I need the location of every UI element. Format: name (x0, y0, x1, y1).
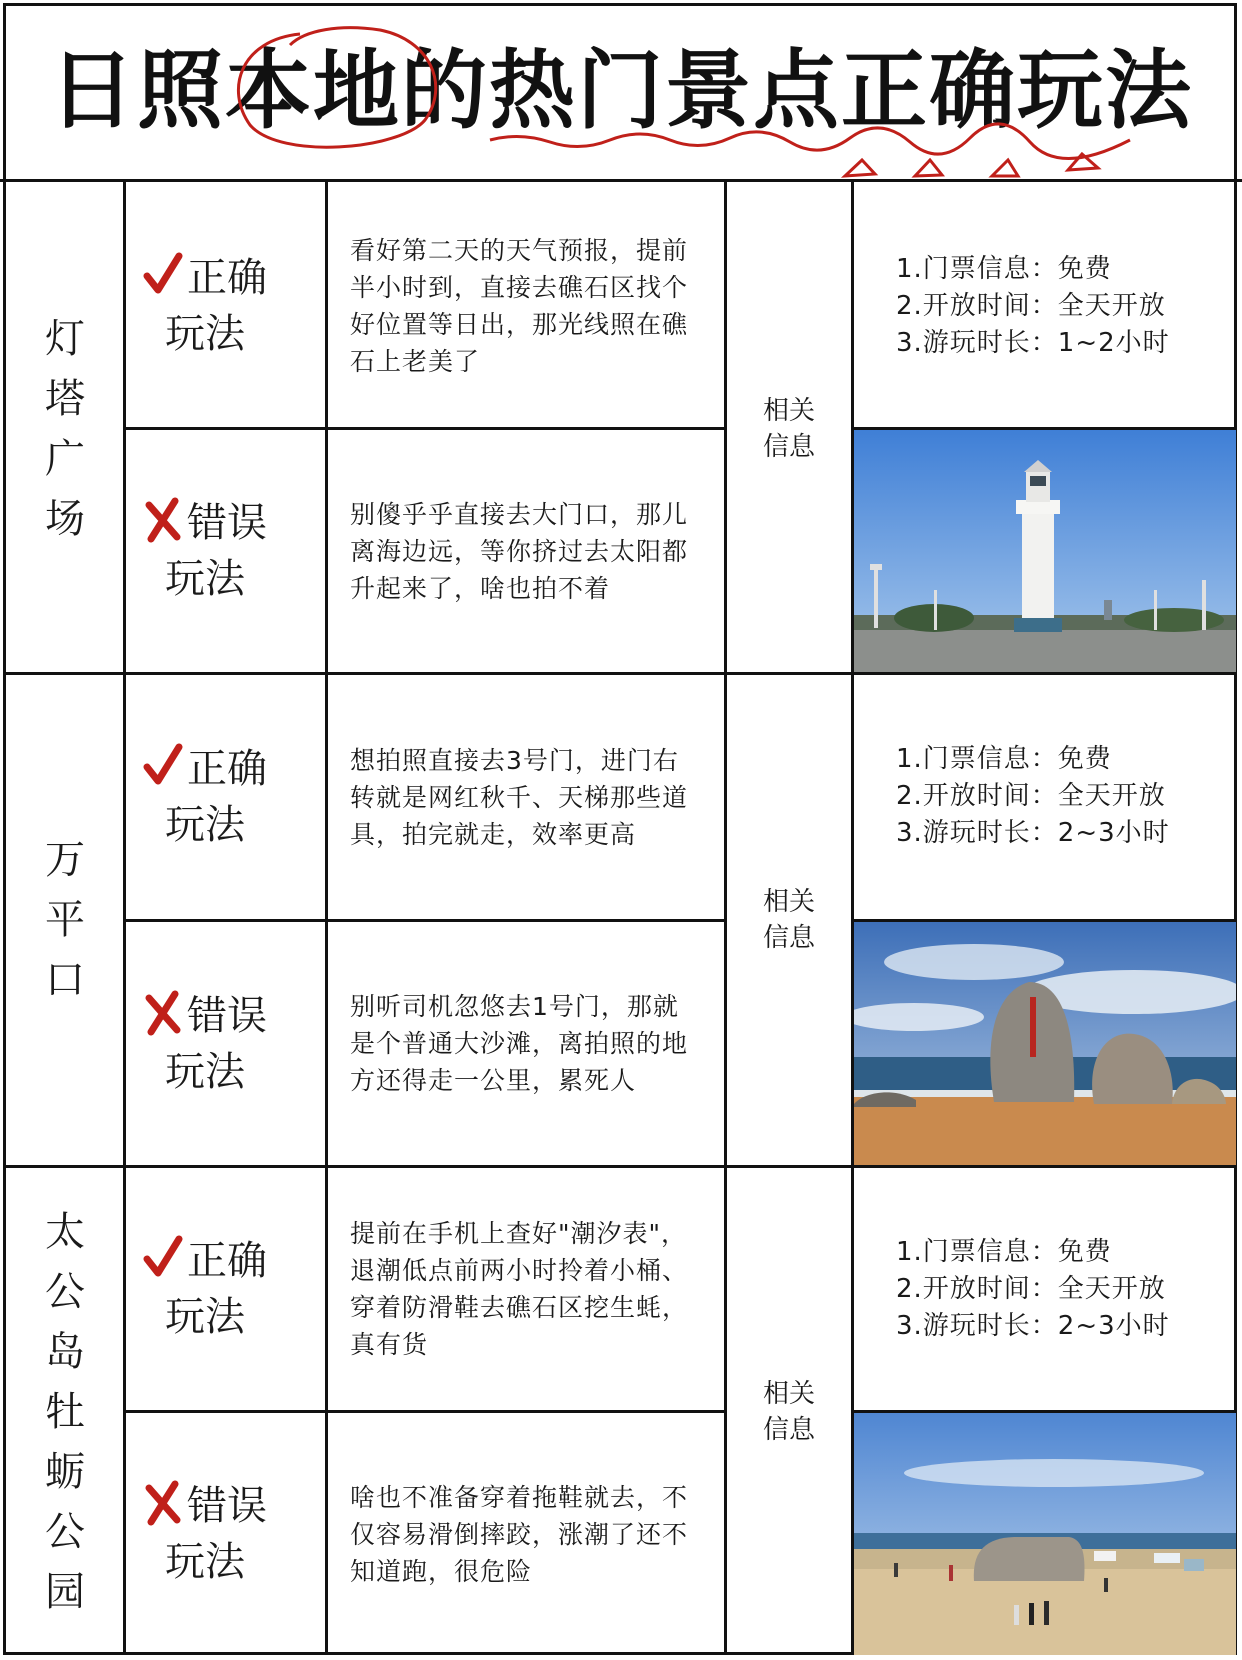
label-line: 正确 (187, 255, 267, 301)
label-line: 错误 (187, 1483, 267, 1529)
info-list-cell (854, 185, 1236, 427)
info-item: 3.游玩时长：2~3小时 (896, 1311, 1170, 1341)
check-icon (143, 743, 183, 789)
info-item: 2.开放时间：全天开放 (896, 781, 1166, 811)
related-info-label (727, 185, 851, 672)
place-name: 太公岛牡蛎公园 (45, 1208, 85, 1615)
cross-icon (143, 497, 183, 543)
wrong-way-label (125, 430, 325, 672)
cross-icon (143, 1480, 183, 1526)
title-area (0, 0, 1242, 182)
label-line: 正确 (187, 1238, 267, 1284)
right-way-description (328, 675, 724, 919)
label-line: 玩法 (165, 1048, 245, 1095)
info-item: 1.门票信息：免费 (896, 1237, 1112, 1267)
label-line: 玩法 (165, 802, 245, 848)
place-name-cell (6, 185, 124, 672)
info-item: 2.开放时间：全天开放 (896, 291, 1166, 321)
description-text: 啥也不准备穿着拖鞋就去，不仅容易滑倒摔跤，涨潮了还不知道跑，很危险 (350, 1482, 689, 1586)
label-line: 正确 (187, 746, 267, 792)
place-name: 万平口 (45, 837, 85, 1003)
info-list-cell (854, 1168, 1236, 1410)
wrong-way-description (328, 922, 724, 1165)
related-info-text: 相关信息 (762, 1378, 815, 1445)
label-line: 错误 (187, 992, 267, 1039)
right-way-description (328, 185, 724, 427)
info-item: 1.门票信息：免费 (896, 254, 1112, 284)
label-line: 玩法 (165, 556, 245, 602)
related-info-label (727, 675, 851, 1165)
label-line: 玩法 (165, 1294, 245, 1340)
right-way-label (125, 1168, 325, 1410)
info-item: 1.门票信息：免费 (896, 744, 1112, 774)
beach-rock-photo (854, 922, 1236, 1165)
related-info-label (727, 1168, 851, 1655)
info-item: 2.开放时间：全天开放 (896, 1274, 1166, 1304)
related-info-text: 相关信息 (762, 395, 815, 462)
page-title: 日照本地的热门景点正确玩法 (49, 41, 1193, 141)
cross-icon (143, 990, 183, 1036)
info-item: 3.游玩时长：1~2小时 (896, 328, 1170, 358)
check-icon (143, 1235, 183, 1281)
wrong-way-description (328, 430, 724, 672)
oyster-park-photo (854, 1413, 1236, 1655)
wrong-way-label (125, 922, 325, 1165)
place-name-cell (6, 1168, 124, 1655)
right-way-description (328, 1168, 724, 1410)
label-line: 玩法 (165, 1539, 245, 1585)
info-item: 3.游玩时长：2~3小时 (896, 818, 1170, 848)
description-text: 提前在手机上查好"潮汐表"，退潮低点前两小时拎着小桶、穿着防滑鞋去礁石区挖生蚝，真有货 (350, 1219, 689, 1359)
right-way-label (125, 185, 325, 427)
description-text: 看好第二天的天气预报，提前半小时到，直接去礁石区找个好位置等日出，那光线照在礁石上老美了 (350, 236, 689, 376)
right-way-label (125, 675, 325, 919)
description-text: 想拍照直接去3号门，进门右转就是网红秋千、天梯那些道具，拍完就走，效率更高 (350, 745, 689, 849)
description-text: 别听司机忽悠去1号门，那就是个普通大沙滩，离拍照的地方还得走一公里，累死人 (350, 992, 689, 1095)
wrong-way-description (328, 1413, 724, 1655)
wrong-way-label (125, 1413, 325, 1655)
related-info-text: 相关信息 (762, 887, 815, 953)
place-name: 灯塔广场 (45, 315, 85, 542)
description-text: 别傻乎乎直接去大门口，那儿离海边远，等你挤过去太阳都升起来了，啥也拍不着 (350, 499, 689, 603)
place-name-cell (6, 675, 124, 1165)
info-list-cell (854, 675, 1236, 919)
lighthouse-photo (854, 430, 1236, 672)
label-line: 错误 (187, 500, 267, 546)
check-icon (143, 252, 183, 298)
label-line: 玩法 (165, 311, 245, 357)
